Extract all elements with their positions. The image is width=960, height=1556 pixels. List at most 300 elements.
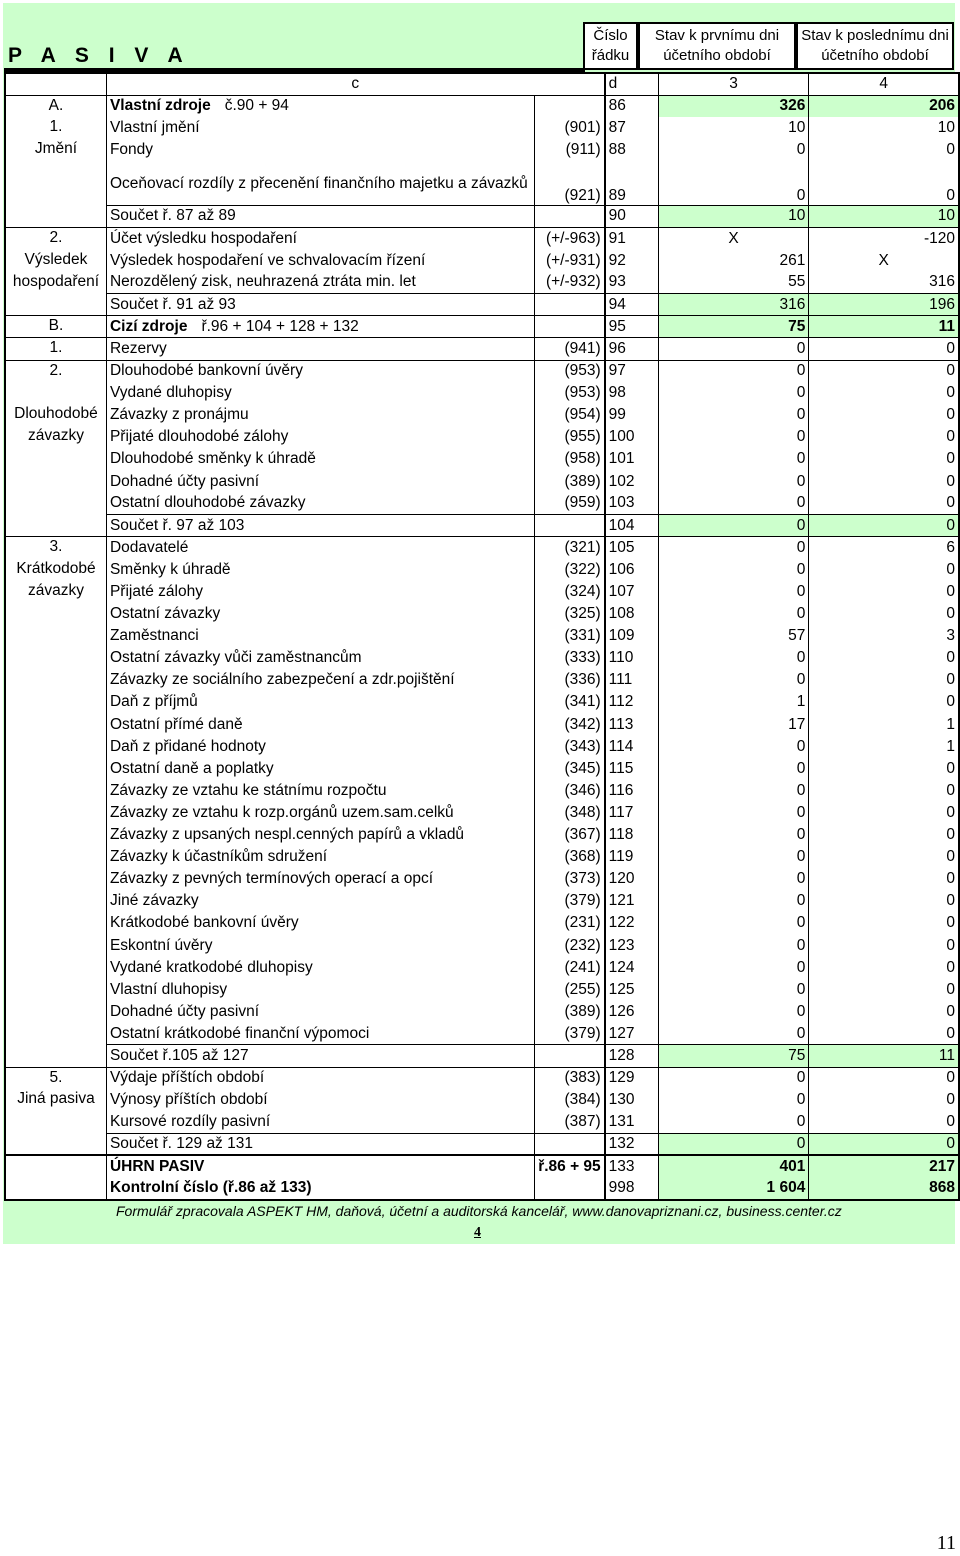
item-label bbox=[106, 316, 534, 338]
account-code: (389) bbox=[535, 1001, 605, 1023]
value-first-day: 401 bbox=[658, 1155, 809, 1177]
table-row bbox=[5, 471, 959, 493]
item-label bbox=[106, 669, 534, 691]
item-text: Závazky ze vztahu ke státnímu rozpočtu bbox=[109, 781, 387, 799]
group-label bbox=[5, 1111, 106, 1133]
table-row bbox=[5, 1133, 959, 1155]
account-code bbox=[535, 515, 605, 537]
account-code: (368) bbox=[535, 846, 605, 868]
row-number: 130 bbox=[605, 1089, 659, 1111]
item-text: Ostatní závazky vůči zaměstnancům bbox=[109, 649, 362, 667]
value-first-day: 0 bbox=[658, 669, 809, 691]
group-label bbox=[5, 382, 106, 404]
table-row bbox=[5, 95, 959, 117]
row-number: 113 bbox=[605, 714, 659, 736]
account-code bbox=[535, 316, 605, 338]
table-row bbox=[5, 802, 959, 824]
row-number: 88 bbox=[605, 139, 659, 161]
value-last-day: 0 bbox=[946, 848, 955, 866]
value-first-day: 0 bbox=[658, 1133, 809, 1155]
item-label bbox=[106, 868, 534, 890]
item-text: Ostatní dlouhodobé závazky bbox=[109, 494, 306, 512]
group-label bbox=[5, 1045, 106, 1067]
value-first-day: 1 604 bbox=[658, 1178, 809, 1200]
value-last-day: 0 bbox=[809, 515, 959, 537]
account-code bbox=[535, 1178, 605, 1200]
value-last-day: 0 bbox=[946, 384, 955, 402]
item-label bbox=[106, 95, 534, 117]
table-row bbox=[5, 1155, 959, 1177]
table-row bbox=[5, 161, 959, 205]
row-number: 107 bbox=[605, 581, 659, 603]
group-label bbox=[5, 515, 106, 537]
table-row bbox=[5, 1178, 959, 1200]
account-code: (322) bbox=[535, 559, 605, 581]
page-number: 11 bbox=[936, 1532, 956, 1554]
value-first-day: 0 bbox=[658, 537, 809, 559]
group-label bbox=[5, 669, 106, 691]
item-label bbox=[106, 205, 534, 227]
value-last-day: 1 bbox=[946, 737, 955, 755]
account-code: (389) bbox=[535, 471, 605, 493]
table-row bbox=[5, 824, 959, 846]
footnote: Formulář zpracovala ASPEKT HM, daňová, účetní a auditorská kancelář, www.danovapriznani.cz, business.center.cz bbox=[116, 1203, 842, 1219]
value-last-day: 0 bbox=[946, 605, 955, 623]
item-text: Fondy bbox=[109, 141, 154, 159]
item-label bbox=[106, 691, 534, 713]
value-first-day: 0 bbox=[658, 647, 809, 669]
row-number: 132 bbox=[605, 1133, 659, 1155]
value-first-day: 0 bbox=[658, 934, 809, 956]
row-number: 110 bbox=[605, 647, 659, 669]
item-text: Dohadné účty pasivní bbox=[109, 472, 260, 490]
group-label bbox=[5, 471, 106, 493]
item-text: ÚHRN PASIV bbox=[109, 1157, 205, 1175]
table-row bbox=[5, 426, 959, 448]
row-number: 94 bbox=[605, 294, 659, 316]
table-row bbox=[5, 603, 959, 625]
value-first-day: 55 bbox=[658, 272, 809, 294]
item-formula: ř.96 + 104 + 128 + 132 bbox=[201, 317, 359, 335]
item-text: Výnosy příštích období bbox=[109, 1091, 268, 1109]
item-label bbox=[106, 537, 534, 559]
header-cislo-radku: Číslo řádku bbox=[583, 22, 638, 70]
item-text: Zaměstnanci bbox=[109, 627, 199, 645]
value-last-day: 217 bbox=[809, 1155, 959, 1177]
row-number: 104 bbox=[605, 515, 659, 537]
item-label bbox=[106, 1089, 534, 1111]
group-label: Dlouhodobé bbox=[5, 404, 106, 426]
item-text: Oceňovací rozdíly z přecenění finančního majetku a závazků bbox=[109, 174, 528, 192]
account-code bbox=[535, 95, 605, 117]
item-label bbox=[106, 559, 534, 581]
account-code: (953) bbox=[535, 360, 605, 382]
table-row bbox=[5, 736, 959, 758]
value-first-day: 0 bbox=[658, 360, 809, 382]
value-first-day: 0 bbox=[658, 581, 809, 603]
group-label bbox=[5, 890, 106, 912]
value-last-day: 0 bbox=[946, 914, 955, 932]
group-label: Krátkodobé bbox=[5, 559, 106, 581]
item-label bbox=[106, 846, 534, 868]
table-row bbox=[5, 912, 959, 934]
table-row bbox=[5, 448, 959, 470]
value-last-day: 0 bbox=[946, 693, 955, 711]
value-first-day: 0 bbox=[658, 471, 809, 493]
item-text: Vlastní dluhopisy bbox=[109, 980, 228, 998]
account-code: (336) bbox=[535, 669, 605, 691]
value-last-day: 0 bbox=[946, 759, 955, 777]
item-text: Nerozdělený zisk, neuhrazená ztráta min. let bbox=[109, 273, 416, 291]
group-label bbox=[5, 625, 106, 647]
item-label bbox=[106, 802, 534, 824]
value-last-day: -120 bbox=[809, 227, 959, 249]
table-row bbox=[5, 714, 959, 736]
group-label bbox=[5, 1133, 106, 1155]
account-code: (+/-931) bbox=[535, 250, 605, 272]
header-stav-posledni: Stav k poslednímu dni účetního období bbox=[796, 22, 954, 70]
table-row bbox=[5, 537, 959, 559]
group-label bbox=[5, 758, 106, 780]
item-label bbox=[106, 294, 534, 316]
item-text: Účet výsledku hospodaření bbox=[109, 229, 297, 247]
table-row bbox=[5, 559, 959, 581]
item-label bbox=[106, 161, 534, 205]
group-label: 1. bbox=[5, 338, 106, 360]
value-first-day: 0 bbox=[658, 912, 809, 934]
row-number: 127 bbox=[605, 1023, 659, 1045]
value-first-day: X bbox=[658, 227, 809, 249]
item-text: Přijaté dlouhodobé zálohy bbox=[109, 428, 289, 446]
row-number: 105 bbox=[605, 537, 659, 559]
table-row bbox=[5, 117, 959, 139]
item-label bbox=[106, 912, 534, 934]
value-first-day: 0 bbox=[658, 515, 809, 537]
account-code: (333) bbox=[535, 647, 605, 669]
value-first-day: 0 bbox=[658, 493, 809, 515]
row-number: 89 bbox=[605, 161, 659, 205]
item-label bbox=[106, 272, 534, 294]
account-code: (348) bbox=[535, 802, 605, 824]
item-text: Dlouhodobé směnky k úhradě bbox=[109, 450, 316, 468]
group-label bbox=[5, 802, 106, 824]
value-last-day: 0 bbox=[946, 803, 955, 821]
group-label: A. bbox=[5, 95, 106, 117]
row-number: 96 bbox=[605, 338, 659, 360]
row-number: 118 bbox=[605, 824, 659, 846]
item-label bbox=[106, 1067, 534, 1089]
value-last-day: 868 bbox=[809, 1178, 959, 1200]
account-code: (384) bbox=[535, 1089, 605, 1111]
value-first-day: 0 bbox=[658, 382, 809, 404]
value-last-day: 0 bbox=[946, 583, 955, 601]
row-number: 125 bbox=[605, 979, 659, 1001]
group-label bbox=[5, 294, 106, 316]
account-code: (959) bbox=[535, 493, 605, 515]
col-letter-3: 3 bbox=[658, 73, 809, 95]
item-label bbox=[106, 714, 534, 736]
value-last-day: 0 bbox=[946, 1091, 955, 1109]
item-text: Závazky z upsaných nespl.cenných papírů a vkladů bbox=[109, 826, 465, 844]
value-last-day: 0 bbox=[946, 450, 955, 468]
value-last-day: 0 bbox=[946, 892, 955, 910]
value-first-day: 0 bbox=[658, 1023, 809, 1045]
value-last-day: 3 bbox=[946, 627, 955, 645]
row-number: 101 bbox=[605, 448, 659, 470]
value-last-day: 10 bbox=[937, 119, 955, 137]
row-number: 126 bbox=[605, 1001, 659, 1023]
row-number: 998 bbox=[605, 1178, 659, 1200]
inner-page-number: 4 bbox=[474, 1225, 481, 1240]
group-label bbox=[5, 824, 106, 846]
row-number: 119 bbox=[605, 846, 659, 868]
item-text: Dohadné účty pasivní bbox=[109, 1002, 260, 1020]
group-label: 2. bbox=[5, 360, 106, 382]
group-label bbox=[5, 736, 106, 758]
row-number: 95 bbox=[605, 316, 659, 338]
item-label bbox=[106, 515, 534, 537]
account-code: (367) bbox=[535, 824, 605, 846]
item-label bbox=[106, 250, 534, 272]
item-label bbox=[106, 1001, 534, 1023]
item-text: Závazky k účastníkům sdružení bbox=[109, 848, 328, 866]
col-letter-c: c bbox=[106, 73, 604, 95]
table-row bbox=[5, 1089, 959, 1111]
group-label: B. bbox=[5, 316, 106, 338]
item-text: Ostatní krátkodobé finanční výpomoci bbox=[109, 1024, 370, 1042]
item-label bbox=[106, 979, 534, 1001]
item-text: Přijaté zálohy bbox=[109, 583, 203, 601]
group-label bbox=[5, 934, 106, 956]
value-first-day: 261 bbox=[658, 250, 809, 272]
group-label: Jiná pasiva bbox=[5, 1089, 106, 1111]
row-number: 108 bbox=[605, 603, 659, 625]
row-number: 91 bbox=[605, 227, 659, 249]
row-number: 103 bbox=[605, 493, 659, 515]
table-row bbox=[5, 294, 959, 316]
value-first-day: 0 bbox=[658, 338, 809, 360]
group-label bbox=[5, 1001, 106, 1023]
value-last-day: 1 bbox=[946, 715, 955, 733]
item-label bbox=[106, 139, 534, 161]
value-last-day: 0 bbox=[946, 958, 955, 976]
group-label bbox=[5, 1155, 106, 1177]
table-row bbox=[5, 227, 959, 249]
group-label bbox=[5, 647, 106, 669]
value-last-day: 10 bbox=[809, 205, 959, 227]
item-text: Ostatní závazky bbox=[109, 605, 221, 623]
table-row bbox=[5, 581, 959, 603]
row-number: 116 bbox=[605, 780, 659, 802]
item-label bbox=[106, 1023, 534, 1045]
account-code bbox=[535, 1045, 605, 1067]
account-code: (954) bbox=[535, 404, 605, 426]
item-text: Součet ř. 91 až 93 bbox=[109, 295, 236, 313]
row-number: 97 bbox=[605, 360, 659, 382]
value-first-day: 0 bbox=[658, 780, 809, 802]
row-number: 120 bbox=[605, 868, 659, 890]
table-row bbox=[5, 758, 959, 780]
item-text: Závazky z pevných termínových operací a opcí bbox=[109, 870, 434, 888]
group-label: Výsledek bbox=[5, 250, 106, 272]
row-number: 90 bbox=[605, 205, 659, 227]
row-number: 124 bbox=[605, 957, 659, 979]
value-first-day: 0 bbox=[658, 426, 809, 448]
item-text: Součet ř. 129 až 131 bbox=[109, 1135, 253, 1153]
table-row bbox=[5, 890, 959, 912]
col-letter-d: d bbox=[605, 73, 659, 95]
item-label bbox=[106, 1111, 534, 1133]
item-label bbox=[106, 426, 534, 448]
value-last-day: 0 bbox=[946, 980, 955, 998]
item-label bbox=[106, 957, 534, 979]
account-code: (911) bbox=[535, 139, 605, 161]
table-row bbox=[5, 1023, 959, 1045]
row-number: 93 bbox=[605, 272, 659, 294]
table-row bbox=[5, 691, 959, 713]
row-number: 86 bbox=[605, 95, 659, 117]
value-last-day: 0 bbox=[946, 186, 955, 204]
item-text: Vydané kratkodobé dluhopisy bbox=[109, 958, 313, 976]
value-first-day: 0 bbox=[658, 868, 809, 890]
row-number: 131 bbox=[605, 1111, 659, 1133]
group-label bbox=[5, 912, 106, 934]
item-text: Závazky ze vztahu k rozp.orgánů uzem.sam.celků bbox=[109, 803, 454, 821]
value-last-day: 0 bbox=[946, 781, 955, 799]
table-row bbox=[5, 250, 959, 272]
value-last-day: 0 bbox=[946, 428, 955, 446]
item-label bbox=[106, 404, 534, 426]
row-number: 98 bbox=[605, 382, 659, 404]
row-number: 128 bbox=[605, 1045, 659, 1067]
item-text: Jiné závazky bbox=[109, 892, 199, 910]
item-label bbox=[106, 625, 534, 647]
item-text: Směnky k úhradě bbox=[109, 560, 231, 578]
value-last-day: 0 bbox=[946, 671, 955, 689]
item-label bbox=[106, 647, 534, 669]
item-text: Výsledek hospodaření ve schvalovacím řízení bbox=[109, 251, 426, 269]
row-number: 111 bbox=[605, 669, 659, 691]
value-last-day: 0 bbox=[946, 1002, 955, 1020]
value-last-day: 316 bbox=[929, 273, 955, 291]
table-row bbox=[5, 647, 959, 669]
group-label bbox=[5, 780, 106, 802]
group-label bbox=[5, 979, 106, 1001]
account-code: (383) bbox=[535, 1067, 605, 1089]
item-text: Součet ř.105 až 127 bbox=[109, 1046, 249, 1064]
item-label bbox=[106, 934, 534, 956]
value-first-day: 0 bbox=[658, 758, 809, 780]
value-first-day: 0 bbox=[658, 1067, 809, 1089]
value-last-day: 0 bbox=[946, 1024, 955, 1042]
row-number: 92 bbox=[605, 250, 659, 272]
item-text: Výdaje příštích období bbox=[109, 1069, 265, 1087]
group-label: Jmění bbox=[5, 139, 106, 161]
account-code: (379) bbox=[535, 1023, 605, 1045]
item-label bbox=[106, 1155, 534, 1177]
account-code bbox=[535, 294, 605, 316]
group-label: závazky bbox=[5, 426, 106, 448]
item-label bbox=[106, 1178, 534, 1200]
account-code: (921) bbox=[535, 161, 605, 205]
account-code: (953) bbox=[535, 382, 605, 404]
item-text: Dlouhodobé bankovní úvěry bbox=[109, 362, 303, 380]
value-last-day: 206 bbox=[809, 95, 959, 117]
item-label bbox=[106, 227, 534, 249]
header-stav-prvni: Stav k prvnímu dni účetního období bbox=[638, 22, 796, 70]
table-row bbox=[5, 382, 959, 404]
value-last-day: 0 bbox=[809, 1067, 959, 1089]
value-last-day: 6 bbox=[809, 537, 959, 559]
row-number: 109 bbox=[605, 625, 659, 647]
item-text: Rezervy bbox=[109, 339, 167, 357]
table-row bbox=[5, 780, 959, 802]
account-code: (346) bbox=[535, 780, 605, 802]
account-code: (345) bbox=[535, 758, 605, 780]
table-row bbox=[5, 846, 959, 868]
row-number: 99 bbox=[605, 404, 659, 426]
pasiva-table bbox=[4, 72, 960, 1201]
value-last-day: 0 bbox=[946, 936, 955, 954]
account-code: (+/-963) bbox=[535, 227, 605, 249]
value-last-day: 11 bbox=[809, 1045, 959, 1067]
value-last-day: 0 bbox=[809, 338, 959, 360]
item-text: Ostatní daně a poplatky bbox=[109, 759, 274, 777]
group-label bbox=[5, 846, 106, 868]
item-text: Ostatní přímé daně bbox=[109, 715, 243, 733]
item-label bbox=[106, 1133, 534, 1155]
group-label bbox=[5, 714, 106, 736]
value-first-day: 1 bbox=[658, 691, 809, 713]
table-row bbox=[5, 338, 959, 360]
table-row bbox=[5, 493, 959, 515]
value-first-day: 0 bbox=[658, 161, 809, 205]
table-row bbox=[5, 205, 959, 227]
account-code: (955) bbox=[535, 426, 605, 448]
row-number: 87 bbox=[605, 117, 659, 139]
item-label bbox=[106, 382, 534, 404]
row-number: 117 bbox=[605, 802, 659, 824]
account-code: (324) bbox=[535, 581, 605, 603]
account-code bbox=[535, 205, 605, 227]
account-code: ř.86 + 95 bbox=[535, 1155, 605, 1177]
table-row bbox=[5, 625, 959, 647]
item-text: Vlastní zdroje bbox=[109, 97, 211, 115]
value-last-day: 0 bbox=[946, 1113, 955, 1131]
group-label: 5. bbox=[5, 1067, 106, 1089]
group-label bbox=[5, 603, 106, 625]
value-first-day: 75 bbox=[658, 1045, 809, 1067]
item-text: Eskontní úvěry bbox=[109, 936, 213, 954]
group-label bbox=[5, 493, 106, 515]
row-number: 123 bbox=[605, 934, 659, 956]
account-code: (341) bbox=[535, 691, 605, 713]
account-code bbox=[535, 1133, 605, 1155]
value-last-day: 11 bbox=[809, 316, 959, 338]
account-code: (342) bbox=[535, 714, 605, 736]
value-last-day: X bbox=[878, 251, 889, 269]
item-label bbox=[106, 780, 534, 802]
table-row bbox=[5, 957, 959, 979]
item-label bbox=[106, 581, 534, 603]
value-first-day: 316 bbox=[658, 294, 809, 316]
item-text: Kursové rozdíly pasivní bbox=[109, 1113, 271, 1131]
item-text: Dodavatelé bbox=[109, 539, 189, 557]
account-code: (387) bbox=[535, 1111, 605, 1133]
account-code: (379) bbox=[535, 890, 605, 912]
value-first-day: 0 bbox=[658, 1111, 809, 1133]
account-code: (255) bbox=[535, 979, 605, 1001]
